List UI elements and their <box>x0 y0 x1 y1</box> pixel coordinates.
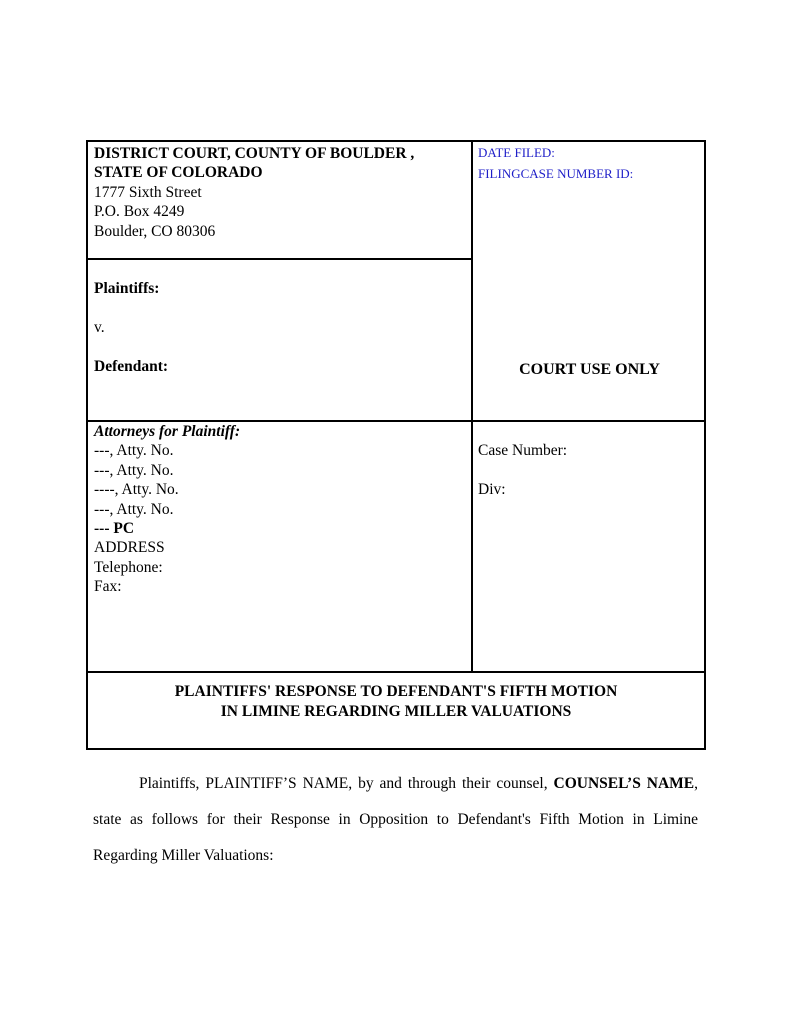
case-info <box>478 441 703 499</box>
paragraph-part-1: Plaintiffs, PLAINTIFF’S NAME, by and through their counsel, <box>139 775 554 792</box>
filing-case-id: FILINGCASE NUMBER ID: <box>478 166 634 181</box>
defendant-label: Defendant: <box>94 357 169 375</box>
plaintiffs-label: Plaintiffs: <box>94 280 160 297</box>
court-street: 1777 Sixth Street <box>94 183 202 201</box>
document-title <box>88 682 704 721</box>
court-name: DISTRICT COURT, COUNTY OF BOULDER , <box>94 145 415 162</box>
versus-label: v. <box>94 318 105 336</box>
attorneys-block <box>94 422 464 597</box>
caption-table <box>86 140 706 750</box>
attorney-line: ----, Atty. No. <box>94 481 179 499</box>
attorney-line: ---, Atty. No. <box>94 500 174 518</box>
opening-paragraph <box>93 766 698 874</box>
court-pobox: P.O. Box 4249 <box>94 203 185 221</box>
parties-block <box>94 279 464 376</box>
filing-info <box>478 142 703 184</box>
counsel-name: COUNSEL’S NAME <box>553 775 695 792</box>
court-state: STATE OF COLORADO <box>94 164 263 182</box>
caption-divider-court <box>88 258 473 260</box>
title-line-1: PLAINTIFFS' RESPONSE TO DEFENDANT'S FIFTH MOTION <box>174 683 618 700</box>
court-city: Boulder, CO 80306 <box>94 222 216 240</box>
attorneys-heading: Attorneys for Plaintiff: <box>94 423 241 440</box>
attorney-line: ---, Atty. No. <box>94 442 174 460</box>
firm-name: --- PC <box>94 520 135 538</box>
attorney-line: ---, Atty. No. <box>94 461 174 479</box>
division-label: Div: <box>478 480 506 498</box>
firm-telephone: Telephone: <box>94 558 163 576</box>
case-number-label: Case Number: <box>478 442 568 459</box>
firm-fax: Fax: <box>94 578 122 596</box>
firm-address: ADDRESS <box>94 539 165 557</box>
date-filed: DATE FILED: <box>478 145 555 160</box>
court-info <box>94 144 464 241</box>
paragraph-part-2: , state as follows for their Response in Opposition to Defendant's Fifth Motion in Limine Regarding Miller Valuations: <box>93 775 699 864</box>
title-line-2: IN LIMINE REGARDING MILLER VALUATIONS <box>220 702 572 720</box>
caption-divider-title <box>88 671 704 673</box>
caption-divider-vertical <box>471 142 473 673</box>
court-use-only: COURT USE ONLY <box>519 361 660 378</box>
